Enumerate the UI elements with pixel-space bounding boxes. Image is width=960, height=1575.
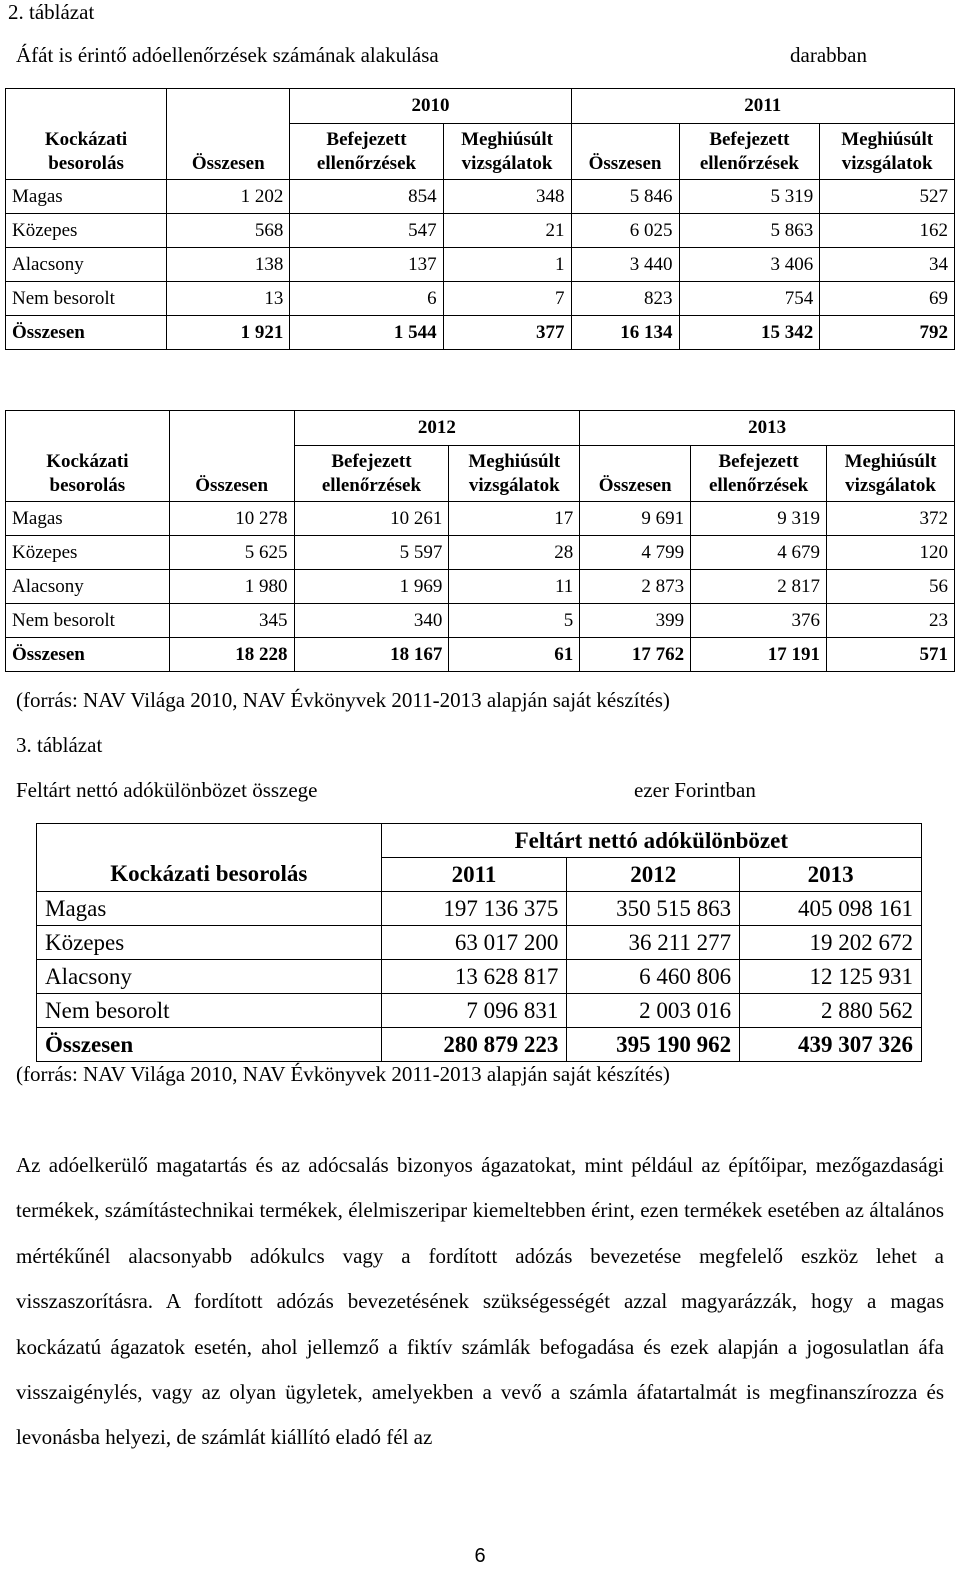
page-number: 6	[474, 1545, 486, 1567]
year-header: 2011	[381, 858, 567, 892]
table2-unit: darabban	[790, 43, 867, 67]
col-failed-header: Meghiúsúlt vizsgálatok	[827, 446, 955, 502]
col-done-header: Befejezett ellenőrzések	[290, 124, 443, 180]
table-row: Magas 1 202 854 348 5 846 5 319 527	[6, 180, 955, 214]
year-header: 2012	[567, 858, 740, 892]
year-header: 2013	[580, 411, 955, 446]
table-header-columns	[37, 858, 922, 892]
year-header: 2010	[290, 89, 571, 124]
table-header-years	[6, 89, 955, 124]
table-row: Nem besorolt 7 096 831 2 003 016 2 880 562	[37, 994, 922, 1028]
group-header: Feltárt nettó adókülönbözet	[381, 824, 921, 858]
col-failed-header: Meghiúsúlt vizsgálatok	[820, 124, 955, 180]
table-total-row: Összesen 280 879 223 395 190 962 439 307 326	[37, 1028, 922, 1062]
table-header-columns	[6, 446, 955, 502]
table-row: Magas 10 278 10 261 17 9 691 9 319 372	[6, 502, 955, 536]
col-failed-header: Meghiúsúlt vizsgálatok	[443, 124, 571, 180]
body-paragraph: Az adóelkerülő magatartás és az adócsalás bizonyos ágazatokat, mint például az építőipar, mezőgazdasági termékek, számítástechnikai termékek, élelmiszeripar kiemeltebben érint, ezen termékek esetében az általános mértékűnél alacsonyabb adókulcs vagy a fordított adózás bevezetése megfelelő eszköz lehet a visszaszorításra. A fordított adózás bevezetésének szükségességét azzal magyarázzák, hogy a magas kockázatú ágazatok esetén, ahol jellemző a fiktív számlák befogadása és ezek alapján a jogosulatlan áfa visszaigénylés, vagy az olyan ügyletek, amelyekben a vevő a számla áfatartalmát is megfinanszírozza és levonásba helyezi, de számlát kiállító eladó fél az	[16, 1153, 944, 1450]
table2-part2	[5, 410, 955, 672]
table-row: Közepes 5 625 5 597 28 4 799 4 679 120	[6, 536, 955, 570]
table3-title: Feltárt nettó adókülönbözet összege	[16, 778, 318, 802]
table3-caption: 3. táblázat	[16, 733, 103, 757]
col-risk-header: Kockázati besorolás	[6, 124, 167, 180]
col-total-header: Összesen	[169, 446, 294, 502]
table2-source: (forrás: NAV Világa 2010, NAV Évkönyvek 2011-2013 alapján saját készítés)	[16, 688, 670, 712]
col-failed-header: Meghiúsúlt vizsgálatok	[449, 446, 580, 502]
col-done-header: Befejezett ellenőrzések	[679, 124, 820, 180]
table-row: Alacsony 13 628 817 6 460 806 12 125 931	[37, 960, 922, 994]
table-header-years	[6, 411, 955, 446]
table-total-row: Összesen 18 228 18 167 61 17 762 17 191 571	[6, 638, 955, 672]
table2-caption: 2. táblázat	[8, 0, 95, 24]
table-row: Nem besorolt 13 6 7 823 754 69	[6, 282, 955, 316]
table2-part1	[5, 88, 955, 350]
table-row: Közepes 568 547 21 6 025 5 863 162	[6, 214, 955, 248]
table-row: Közepes 63 017 200 36 211 277 19 202 672	[37, 926, 922, 960]
table3-source: (forrás: NAV Világa 2010, NAV Évkönyvek 2011-2013 alapján saját készítés)	[16, 1062, 670, 1086]
table-header-columns	[6, 124, 955, 180]
table-header-group	[37, 824, 922, 858]
table3-unit: ezer Forintban	[634, 778, 756, 802]
col-total-header: Összesen	[571, 124, 679, 180]
col-risk-header: Kockázati besorolás	[37, 858, 382, 892]
year-header: 2013	[740, 858, 922, 892]
table-row: Magas 197 136 375 350 515 863 405 098 161	[37, 892, 922, 926]
col-risk-header: Kockázati besorolás	[6, 446, 170, 502]
table-row: Alacsony 1 980 1 969 11 2 873 2 817 56	[6, 570, 955, 604]
col-total-header: Összesen	[580, 446, 691, 502]
table-row: Alacsony 138 137 1 3 440 3 406 34	[6, 248, 955, 282]
table-total-row: Összesen 1 921 1 544 377 16 134 15 342 792	[6, 316, 955, 350]
year-header: 2011	[571, 89, 954, 124]
col-done-header: Befejezett ellenőrzések	[691, 446, 827, 502]
year-header: 2012	[294, 411, 580, 446]
table-row: Nem besorolt 345 340 5 399 376 23	[6, 604, 955, 638]
table2-title: Áfát is érintő adóellenőrzések számának alakulása	[16, 43, 439, 67]
col-done-header: Befejezett ellenőrzések	[294, 446, 449, 502]
col-total-header: Összesen	[167, 124, 290, 180]
table3	[36, 823, 922, 1062]
